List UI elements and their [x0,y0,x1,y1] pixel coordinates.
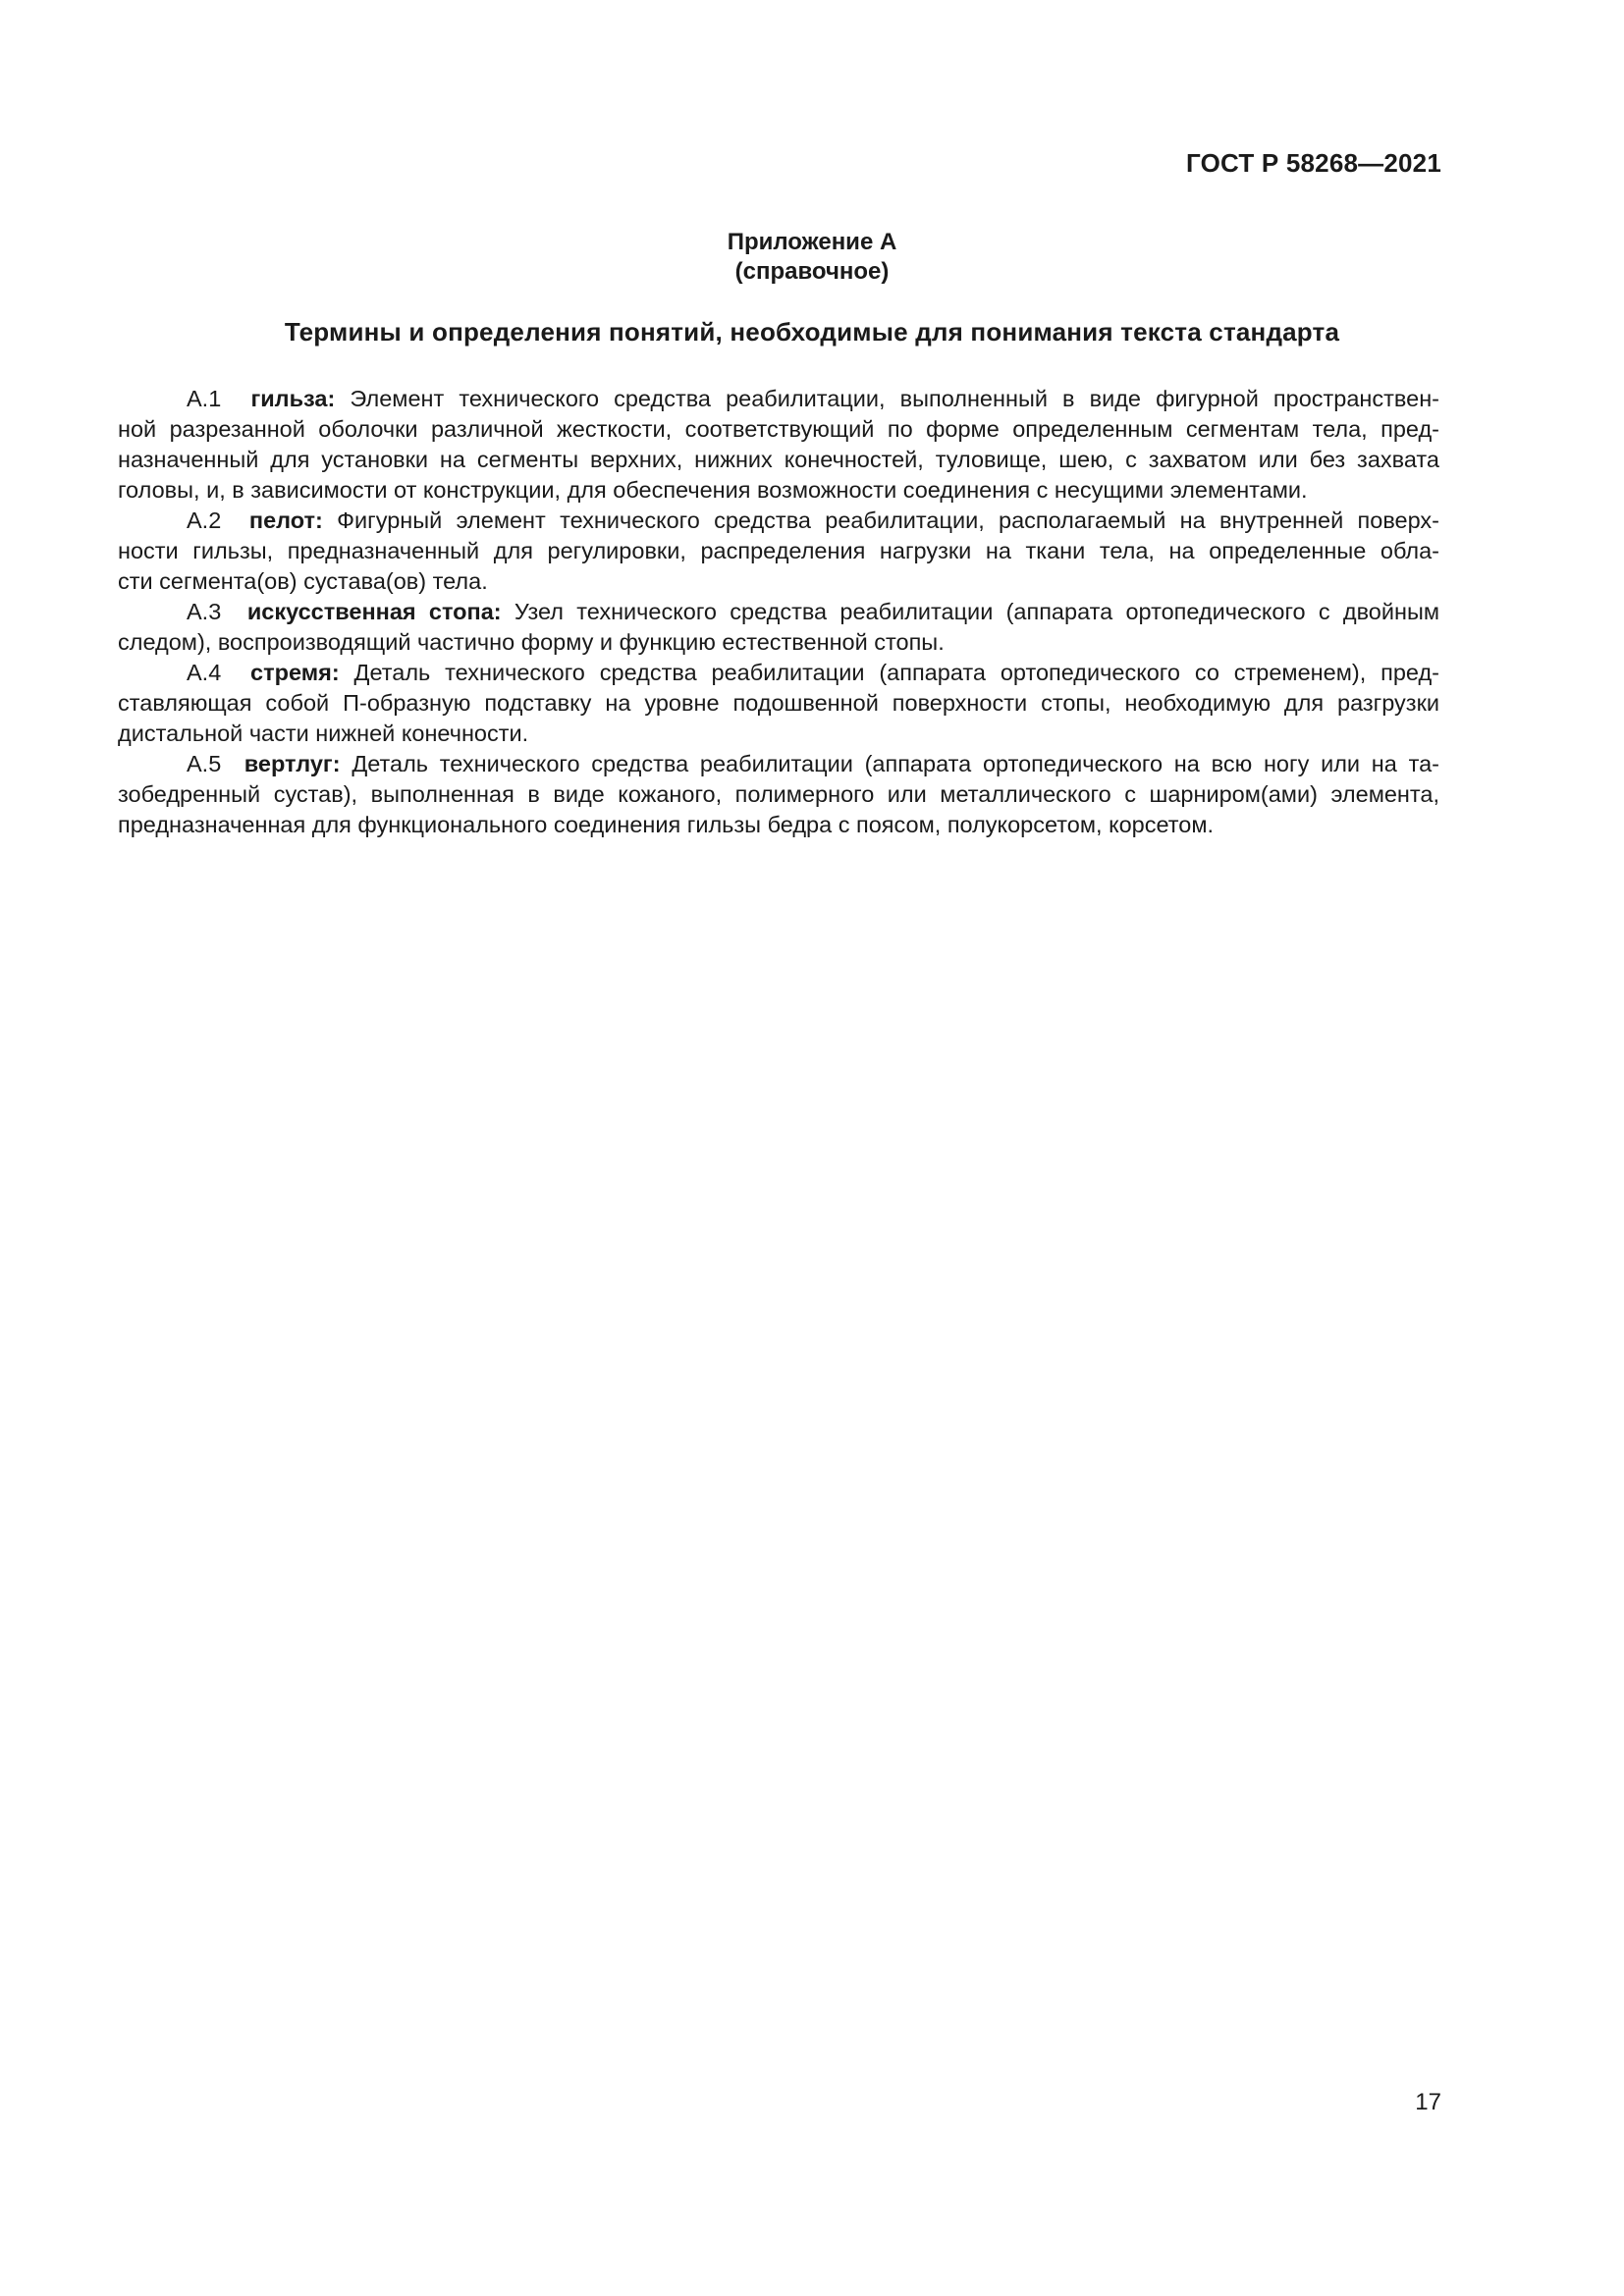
entry-text: Фигурный элемент технического средства реабилитации, располагаемый на внутренней поверх- [322,507,1439,533]
definition-line [118,384,1439,414]
definition-line [118,749,1439,779]
appendix-heading [0,228,1624,287]
appendix-title: Приложение А [727,229,897,255]
definition-line: ной разрезанной оболочки различной жесткости, соответствующий по форме определенным сегментам тела, пред- [118,416,1439,442]
definition-line: дистальной части нижней конечности. [118,721,529,746]
entry-number: А.2 [187,507,222,533]
definition-entry [118,506,1439,597]
definition-line: ности гильзы, предназначенный для регулировки, распределения нагрузки на ткани тела, на определенные обла- [118,538,1439,563]
definition-entry [118,749,1439,840]
entry-term: пелот: [248,507,323,533]
document-code: ГОСТ Р 58268—2021 [1186,148,1441,178]
definition-line: ставляющая собой П-образную подставку на уровне подошвенной поверхности стопы, необходимую для разгрузки [118,690,1439,716]
definition-entry [118,384,1439,506]
definition-entry [118,597,1439,658]
entry-text: Деталь технического средства реабилитации (аппарата ортопедического на всю ногу или на та- [340,751,1439,776]
entry-term: гильза: [250,386,336,411]
definitions-list [118,384,1439,840]
entry-text: Узел технического средства реабилитации (аппарата ортопедического с двойным [501,599,1440,624]
section-title: Термины и определения понятий, необходимые для понимания текста стандарта [284,317,1340,347]
appendix-subtitle: (справочное) [734,258,890,285]
entry-number: А.1 [187,386,222,411]
definition-line [118,597,1439,627]
entry-text: Элемент технического средства реабилитации, выполненный в виде фигурной пространствен- [335,386,1440,411]
entry-term: искусственная стопа: [246,599,502,624]
definition-line: головы, и, в зависимости от конструкции, для обеспечения возможности соединения с несущими элементами. [118,477,1308,503]
definition-line: зобедренный сустав), выполненная в виде кожаного, полимерного или металлического с шарниром(ами) элемента, [118,781,1439,807]
definition-line: назначенный для установки на сегменты верхних, нижних конечностей, туловище, шею, с захватом или без захвата [118,447,1439,472]
entry-text: Деталь технического средства реабилитации (аппарата ортопедического со стременем), пред- [339,660,1439,685]
entry-number: А.3 [187,599,222,624]
page-number: 17 [1415,2089,1441,2115]
definition-line [118,658,1439,688]
entry-number: А.5 [187,751,222,776]
definition-line: предназначенная для функционального соединения гильзы бедра с поясом, полукорсетом, корсетом. [118,812,1215,837]
definition-line [118,506,1439,536]
entry-term: стремя: [250,660,340,685]
definition-line: сти сегмента(ов) сустава(ов) тела. [118,568,488,594]
definition-entry [118,658,1439,749]
entry-term: вертлуг: [244,751,341,776]
definition-line: следом), воспроизводящий частично форму и функцию естественной стопы. [118,629,945,655]
entry-number: А.4 [187,660,222,685]
